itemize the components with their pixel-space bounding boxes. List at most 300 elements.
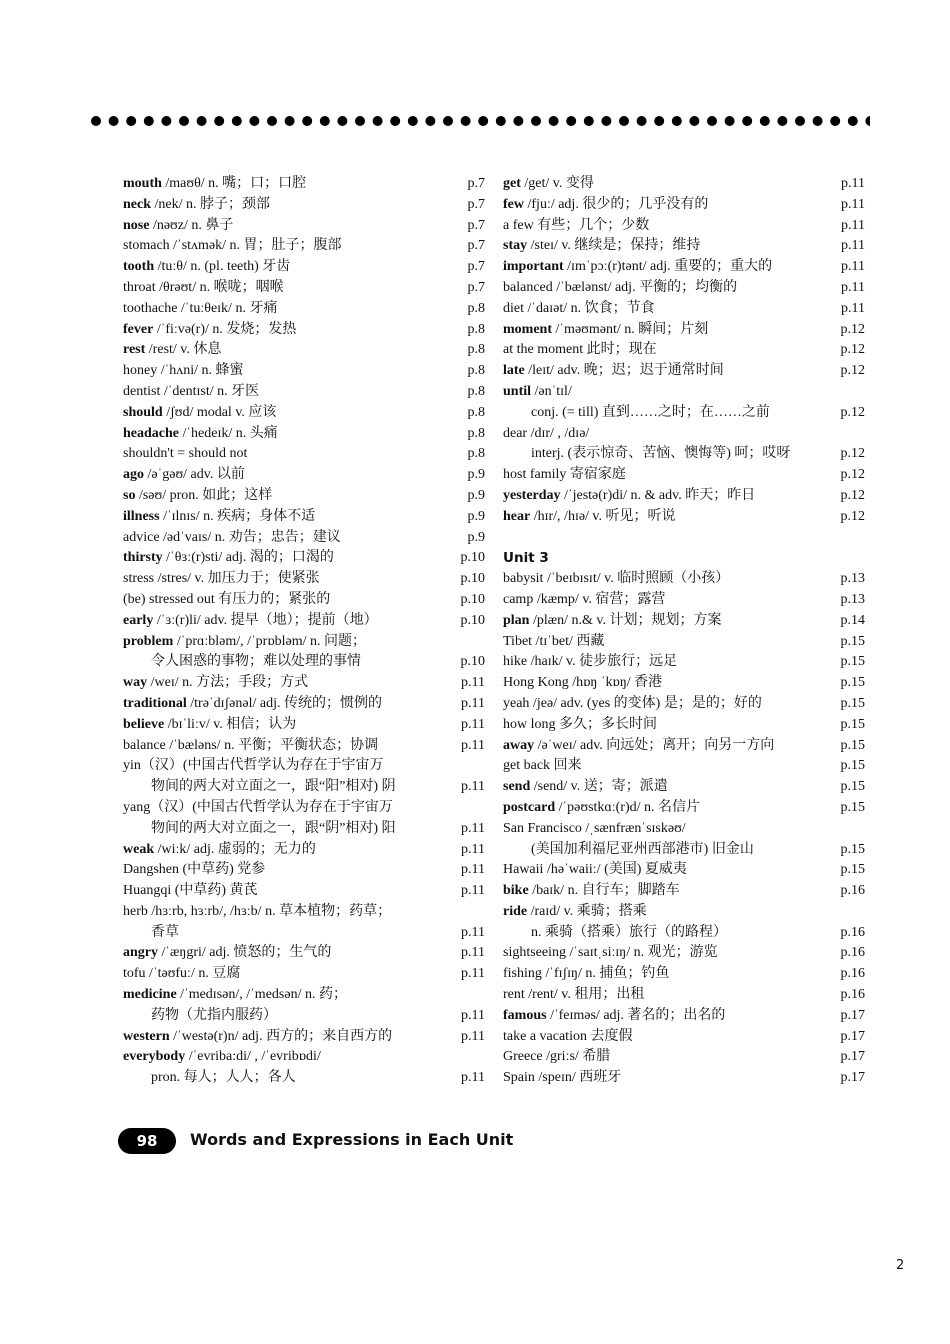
entry-definition: /ˈjestə(r)di/ n. & adv. 昨天；昨日 <box>560 487 756 503</box>
entry-text <box>123 238 342 253</box>
page-index: 2 <box>896 1258 905 1273</box>
entry-text <box>503 363 724 378</box>
entry-definition: yeah /jeə/ adv. (yes 的变体) 是；是的；好的 <box>503 695 762 711</box>
entry-definition: rent /rent/ v. 租用；出租 <box>503 987 645 1003</box>
entry-text <box>123 363 244 378</box>
entry-text <box>503 426 589 441</box>
page-ref: p.11 <box>461 841 485 857</box>
entry-definition: Hawaii /həˈwaiiː/ (美国) 夏威夷 <box>503 862 687 878</box>
entry-text <box>503 654 677 669</box>
vocab-entry <box>123 1006 485 1027</box>
page-ref: p.16 <box>840 883 865 899</box>
entry-definition: Huangqi (中草药) 黄芪 <box>123 883 258 899</box>
vocab-entry <box>503 465 865 486</box>
entry-text <box>123 862 265 877</box>
entry-definition: /steɪ/ v. 继续是；保持；维持 <box>527 238 701 254</box>
entry-definition: 物间的两大对立面之一，跟“阴”相对) 阳 <box>151 820 396 836</box>
page-ref: p.9 <box>467 508 485 524</box>
entry-text <box>123 280 284 295</box>
vocab-entry <box>503 382 865 403</box>
divider-dot <box>654 116 664 126</box>
page-ref: p.7 <box>467 238 485 254</box>
divider-dot <box>531 116 541 126</box>
page-ref: p.12 <box>840 508 865 524</box>
divider-dot <box>179 116 189 126</box>
entry-definition: /ˈɜː(r)li/ adv. 提早（地）；提前（地） <box>153 612 378 628</box>
headword: important <box>503 259 564 275</box>
vocab-entry <box>503 985 865 1006</box>
entry-text <box>123 259 290 274</box>
vocab-entry <box>503 403 865 424</box>
entry-definition: /hɪr/, /hɪə/ v. 听见；听说 <box>530 508 676 524</box>
entry-definition: diet /ˈdaɪət/ n. 饮食；节食 <box>503 300 655 316</box>
headword: believe <box>123 716 165 732</box>
vocab-entry <box>503 1027 865 1048</box>
entry-text <box>503 717 657 732</box>
vocab-entry <box>503 715 865 736</box>
vocab-entry <box>503 673 865 694</box>
page-ref: p.11 <box>461 1028 485 1044</box>
headword: medicine <box>123 987 177 1003</box>
headword: thirsty <box>123 550 163 566</box>
entry-text <box>123 176 306 191</box>
vocab-entry <box>503 840 865 861</box>
divider-dot <box>443 116 453 126</box>
headword: angry <box>123 945 158 961</box>
entry-definition: /ənˈtɪl/ <box>531 383 572 399</box>
vocab-entry <box>503 652 865 673</box>
page-ref: p.11 <box>841 300 865 316</box>
entry-text <box>503 696 762 711</box>
vocab-entry <box>503 507 865 528</box>
entry-text <box>123 426 278 441</box>
divider-dot <box>461 116 471 126</box>
divider-dot <box>249 116 259 126</box>
page-ref: p.13 <box>840 591 865 607</box>
entry-definition: take a vacation 去度假 <box>503 1028 633 1044</box>
page-ref: p.16 <box>840 924 865 940</box>
divider-dot <box>566 116 576 126</box>
entry-text <box>503 259 772 274</box>
headword: way <box>123 675 148 691</box>
page-ref: p.12 <box>840 446 865 462</box>
page-ref: p.11 <box>461 737 485 753</box>
page-ref: p.17 <box>840 1049 865 1065</box>
page-ref: p.15 <box>840 695 865 711</box>
entry-text <box>503 966 669 981</box>
headword: everybody <box>123 1049 186 1065</box>
divider-dot <box>725 116 735 126</box>
divider-dot <box>848 116 858 126</box>
vocab-entry <box>123 548 485 569</box>
divider-dot <box>637 116 647 126</box>
page-ref: p.7 <box>467 217 485 233</box>
divider-dot <box>285 116 295 126</box>
headword: moment <box>503 321 552 337</box>
entry-text <box>123 945 331 960</box>
divider-dot <box>478 116 488 126</box>
page-ref: p.12 <box>840 487 865 503</box>
divider-dot <box>161 116 171 126</box>
entry-definition: /wiːk/ adj. 虚弱的；无力的 <box>154 841 316 857</box>
entry-text <box>503 675 662 690</box>
entry-text <box>503 384 572 399</box>
entry-text <box>503 1070 621 1085</box>
page-ref: p.11 <box>841 259 865 275</box>
page-ref: p.16 <box>840 945 865 961</box>
vocab-entry <box>123 299 485 320</box>
page-ref: p.15 <box>840 675 865 691</box>
entry-text <box>503 738 774 753</box>
divider-dot <box>689 116 699 126</box>
divider-dot <box>496 116 506 126</box>
vocab-entry <box>123 694 485 715</box>
page-ref: p.16 <box>840 987 865 1003</box>
vocab-entry <box>503 236 865 257</box>
vocab-entry <box>503 216 865 237</box>
entry-definition: /weɪ/ n. 方法；手段；方式 <box>147 675 309 691</box>
divider-dot <box>584 116 594 126</box>
entry-definition: herb /hɜːrb, hɜːrb/, /hɜːb/ n. 草本植物；药草； <box>123 903 392 919</box>
entry-text <box>503 987 644 1002</box>
entry-text <box>123 488 272 503</box>
entry-definition: conj. (= till) 直到……之时；在……之前 <box>531 404 770 420</box>
vocab-entry <box>123 715 485 736</box>
page-ref: p.10 <box>460 612 485 628</box>
vocab-entry <box>503 174 865 195</box>
vocab-entry <box>503 860 865 881</box>
page-ref: p.14 <box>840 612 865 628</box>
divider-dot <box>302 116 312 126</box>
page-ref: p.11 <box>841 279 865 295</box>
vocab-entry <box>503 632 865 653</box>
entry-definition: get back 回来 <box>503 758 582 774</box>
vocab-entry <box>503 528 865 549</box>
entry-definition: interj. (表示惊奇、苦恼、懊悔等) 呵；哎呀 <box>531 446 791 462</box>
page-ref: p.8 <box>467 363 485 379</box>
page-ref: p.17 <box>840 1070 865 1086</box>
divider-dot <box>672 116 682 126</box>
vocab-entry <box>503 424 865 445</box>
entry-definition: /ˈhedeɪk/ n. 头痛 <box>179 425 278 441</box>
page-ref: p.11 <box>461 695 485 711</box>
headword: late <box>503 363 525 379</box>
entry-definition: babysit /ˈbeɪbɪsɪt/ v. 临时照顾（小孩） <box>503 571 730 587</box>
vocab-entry <box>503 736 865 757</box>
entry-text <box>123 675 308 690</box>
vocab-entry <box>503 1006 865 1027</box>
divider-dot <box>109 116 119 126</box>
entry-text <box>503 509 676 524</box>
entry-definition: how long 多久；多长时间 <box>503 716 657 732</box>
vocab-entry <box>503 756 865 777</box>
entry-text <box>503 634 604 649</box>
entry-text <box>503 613 721 628</box>
entry-text <box>503 197 708 212</box>
divider-dot <box>144 116 154 126</box>
headword: send <box>503 779 531 795</box>
vocab-entry <box>123 590 485 611</box>
vocab-entry <box>123 652 485 673</box>
page-ref: p.15 <box>840 737 865 753</box>
entry-text <box>123 592 330 607</box>
headword: neck <box>123 196 151 212</box>
page-ref: p.11 <box>841 238 865 254</box>
entry-definition: /raɪd/ v. 乘骑；搭乘 <box>527 903 647 919</box>
vocab-entry <box>123 569 485 590</box>
entry-text <box>123 467 245 482</box>
entry-definition: /ˈprɑːbləm/, /ˈprɒbləm/ n. 问题； <box>173 633 367 649</box>
headword: mouth <box>123 176 162 191</box>
divider-dot <box>267 116 277 126</box>
entry-definition: /get/ v. 变得 <box>520 176 594 191</box>
entry-text <box>123 530 341 545</box>
divider-dot <box>549 116 559 126</box>
entry-text <box>503 779 668 794</box>
entry-definition: /ˈpəʊstkɑː(r)d/ n. 名信片 <box>555 799 700 815</box>
page-ref: p.11 <box>461 945 485 961</box>
vocab-entry <box>123 798 485 819</box>
page-ref: p.8 <box>467 383 485 399</box>
vocab-entry <box>123 777 485 798</box>
entry-text <box>123 904 391 919</box>
entry-definition: /ɪmˈpɔː(r)tənt/ adj. 重要的；重大的 <box>563 259 773 275</box>
page-ref: p.11 <box>461 716 485 732</box>
entry-text <box>123 966 240 981</box>
page-ref: p.17 <box>840 1028 865 1044</box>
entry-text <box>503 800 700 815</box>
headword: yesterday <box>503 487 561 503</box>
vocab-entry <box>503 278 865 299</box>
entry-definition: /əˈweɪ/ adv. 向远处；离开；向另一方向 <box>534 737 775 753</box>
vocab-entry <box>503 943 865 964</box>
divider-dot <box>390 116 400 126</box>
page-ref: p.11 <box>841 217 865 233</box>
headword: ride <box>503 903 528 919</box>
entry-text <box>123 218 233 233</box>
vocab-entry <box>503 320 865 341</box>
entry-definition: /leɪt/ adv. 晚；迟；迟于通常时间 <box>524 363 724 379</box>
entry-definition: sightseeing /ˈsaɪtˌsiːɪŋ/ n. 观光；游览 <box>503 945 718 961</box>
entry-text <box>503 301 655 316</box>
entry-text <box>123 821 396 836</box>
entry-text <box>123 634 366 649</box>
unit-heading: Unit 3 <box>503 550 549 567</box>
headword: traditional <box>123 695 187 711</box>
entry-text <box>123 696 382 711</box>
page-ref: p.7 <box>467 176 485 191</box>
divider-dot <box>373 116 383 126</box>
page-ref: p.12 <box>840 467 865 483</box>
entry-definition: /ˈevriba:di/ , /ˈevribɒdi/ <box>185 1049 321 1065</box>
entry-text <box>123 571 320 586</box>
entry-text <box>503 280 737 295</box>
entry-text <box>123 717 296 732</box>
vocab-entry <box>123 1047 485 1068</box>
divider-dot <box>513 116 523 126</box>
vocab-entry <box>503 923 865 944</box>
vocab-entry <box>123 424 485 445</box>
entry-definition: yin（汉）(中国古代哲学认为存在于宇宙万 <box>123 758 384 774</box>
vocab-entry <box>503 444 865 465</box>
entry-text <box>503 1029 632 1044</box>
headword: western <box>123 1028 170 1044</box>
headword: headache <box>123 425 179 441</box>
vocab-entry <box>123 528 485 549</box>
entry-definition: hike /haɪk/ v. 徒步旅行；远足 <box>503 654 678 670</box>
page-ref: p.15 <box>840 799 865 815</box>
page-ref: p.8 <box>467 321 485 337</box>
entry-text <box>503 238 700 253</box>
page-ref: p.15 <box>840 716 865 732</box>
vocab-entry <box>503 340 865 361</box>
entry-definition: fishing /ˈfɪʃɪŋ/ n. 捕鱼；钓鱼 <box>503 966 670 982</box>
entry-text <box>123 758 384 773</box>
vocab-entry <box>123 611 485 632</box>
vocab-entry <box>123 1027 485 1048</box>
page-ref: p.11 <box>461 883 485 899</box>
headword: stay <box>503 238 528 254</box>
page-ref: p.15 <box>840 654 865 670</box>
entry-definition: /səʊ/ pron. 如此；这样 <box>135 487 273 503</box>
entry-definition: 物间的两大对立面之一，跟“阳”相对) 阴 <box>151 779 396 795</box>
vocab-entry <box>503 964 865 985</box>
entry-definition: /tuːθ/ n. (pl. teeth) 牙齿 <box>154 259 291 275</box>
vocab-entry <box>123 964 485 985</box>
page-ref: p.16 <box>840 966 865 982</box>
entry-definition: /ˈθɜː(r)sti/ adj. 渴的；口渴的 <box>162 550 334 566</box>
page-ref: p.8 <box>467 342 485 358</box>
entry-definition: Greece /griːs/ 希腊 <box>503 1049 611 1065</box>
vocab-entry <box>123 1068 485 1089</box>
vocab-entry <box>123 278 485 299</box>
right-vocab-column <box>503 174 865 1089</box>
page-ref: p.11 <box>461 675 485 691</box>
divider-dot <box>707 116 717 126</box>
vocab-entry <box>123 507 485 528</box>
entry-definition: /ˈfeɪməs/ adj. 著名的；出名的 <box>546 1007 726 1023</box>
entry-text <box>123 1008 277 1023</box>
entry-definition: Spain /speɪn/ 西班牙 <box>503 1070 622 1086</box>
page-ref: p.8 <box>467 425 485 441</box>
page-ref: p.15 <box>840 841 865 857</box>
vocab-entry <box>123 902 485 923</box>
entry-definition: /plæn/ n.& v. 计划；规划；方案 <box>529 612 722 628</box>
entry-definition: /ˈməʊmənt/ n. 瞬间；片刻 <box>552 321 709 337</box>
entry-text <box>123 322 296 337</box>
entry-text <box>503 925 727 940</box>
entry-text <box>123 509 315 524</box>
vocab-entry <box>123 860 485 881</box>
entry-definition: at the moment 此时；现在 <box>503 342 657 358</box>
page-ref: p.12 <box>840 363 865 379</box>
headword: get <box>503 176 521 191</box>
entry-text <box>123 925 179 940</box>
entry-definition: pron. 每人；人人；各人 <box>151 1070 296 1086</box>
divider-dot <box>742 116 752 126</box>
page-ref: p.11 <box>461 1007 485 1023</box>
headword: so <box>123 487 136 503</box>
entry-text <box>503 1008 725 1023</box>
entry-text <box>503 945 718 960</box>
vocab-entry <box>123 465 485 486</box>
headword: few <box>503 196 524 212</box>
entry-definition: yang（汉）(中国古代哲学认为存在于宇宙万 <box>123 799 393 815</box>
vocab-entry <box>123 340 485 361</box>
page-ref: p.15 <box>840 633 865 649</box>
headword: weak <box>123 841 155 857</box>
vocab-entry <box>503 1047 865 1068</box>
headword: hear <box>503 508 531 524</box>
vocab-entry <box>123 174 485 195</box>
dot-rule-divider <box>88 113 870 129</box>
entry-definition: (美国加利福尼亚州西部港市) 旧金山 <box>531 841 754 857</box>
divider-dot <box>777 116 787 126</box>
entry-definition: toothache /ˈtuːθeɪk/ n. 牙痛 <box>123 300 278 316</box>
entry-definition: dear /dɪr/ , /dɪə/ <box>503 425 590 441</box>
divider-dot <box>601 116 611 126</box>
entry-text <box>503 467 626 482</box>
divider-dot <box>795 116 805 126</box>
vocab-entry <box>503 590 865 611</box>
divider-dot <box>865 116 870 126</box>
entry-definition: camp /kæmp/ v. 宿营；露营 <box>503 591 666 607</box>
page-ref: p.11 <box>461 779 485 795</box>
headword: ago <box>123 467 144 483</box>
vocab-entry <box>503 798 865 819</box>
entry-definition: /ʃʊd/ modal v. 应该 <box>162 404 277 420</box>
entry-definition: throat /θrəʊt/ n. 喉咙；咽喉 <box>123 279 284 295</box>
entry-definition: 香草 <box>151 924 179 940</box>
vocab-entry <box>503 777 865 798</box>
page-ref: p.15 <box>840 758 865 774</box>
headword: away <box>503 737 535 753</box>
entry-definition: /nek/ n. 脖子；颈部 <box>151 196 270 212</box>
divider-dot <box>197 116 207 126</box>
vocab-entry <box>123 819 485 840</box>
vocab-entry <box>503 486 865 507</box>
page-ref: p.12 <box>840 342 865 358</box>
page-ref: p.9 <box>467 529 485 545</box>
page-ref: p.11 <box>461 862 485 878</box>
divider-dot <box>355 116 365 126</box>
entry-text <box>123 197 270 212</box>
entry-definition: (be) stressed out 有压力的；紧张的 <box>123 591 331 607</box>
vocab-entry <box>123 320 485 341</box>
vocab-entry <box>123 361 485 382</box>
vocab-entry <box>123 486 485 507</box>
entry-definition: 药物（尤指内服药） <box>151 1007 277 1023</box>
entry-definition: 令人困惑的事物；难以处理的事情 <box>151 654 361 670</box>
entry-definition: San Francisco /ˌsænfrænˈsɪskəʊ/ <box>503 820 686 836</box>
headword: should <box>123 404 163 420</box>
entry-text <box>503 862 687 877</box>
entry-definition: /ˈæŋgri/ adj. 愤怒的；生气的 <box>158 945 332 961</box>
footer-title: Words and Expressions in Each Unit <box>190 1130 514 1149</box>
entry-definition: a few 有些；几个；少数 <box>503 217 650 233</box>
headword: tooth <box>123 259 155 275</box>
page-ref: p.10 <box>460 571 485 587</box>
entry-definition: /send/ v. 送；寄；派遣 <box>530 779 668 795</box>
page-ref: p.15 <box>840 862 865 878</box>
entry-definition: Hong Kong /hɒŋ ˈkɒŋ/ 香港 <box>503 675 663 691</box>
left-vocab-column <box>123 174 485 1089</box>
page-ref: p.11 <box>461 924 485 940</box>
page-ref: p.11 <box>841 196 865 212</box>
page-ref: p.9 <box>467 467 485 483</box>
entry-definition: Tibet /tɪˈbet/ 西藏 <box>503 633 605 649</box>
entry-text <box>123 800 393 815</box>
